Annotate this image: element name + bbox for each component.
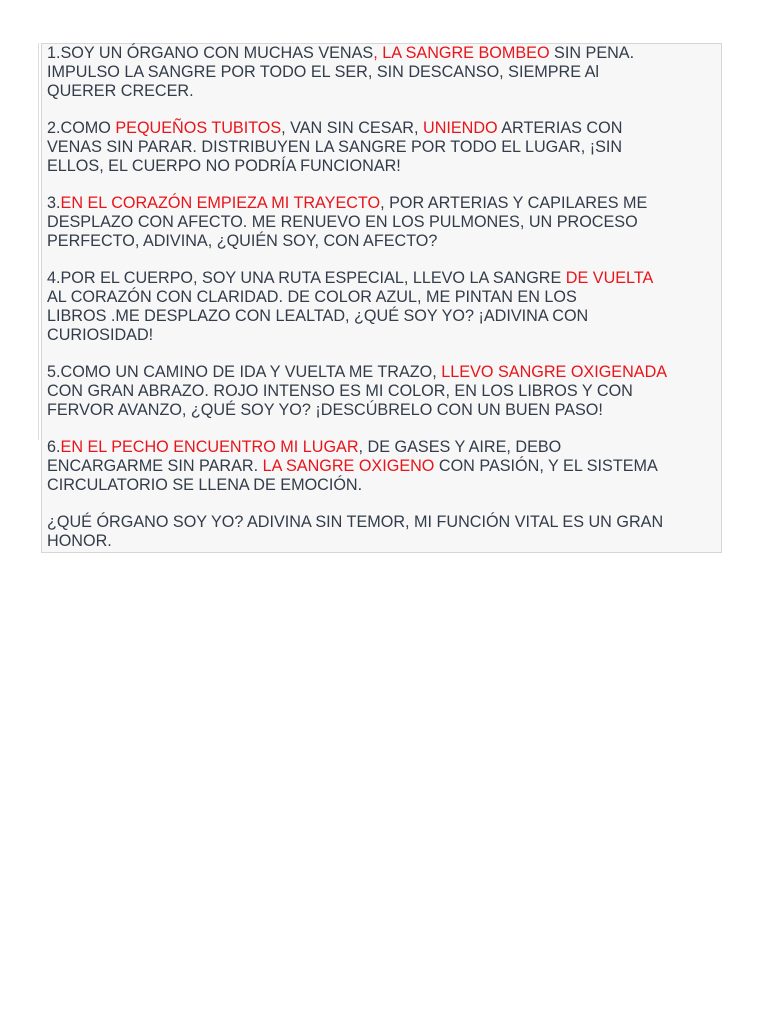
text-run: LIBROS .ME DESPLAZO CON LEALTAD, ¿QUÉ SOY YO? ¡ADIVINA CON bbox=[47, 307, 589, 325]
highlighted-text-run: PEQUEÑOS TUBITOS bbox=[115, 119, 282, 137]
text-run: , VAN SIN CESAR, bbox=[281, 119, 423, 137]
riddle-line bbox=[47, 401, 722, 420]
highlighted-text-run: LLEVO SANGRE OXIGENADA bbox=[441, 363, 668, 381]
riddle-paragraph-3 bbox=[47, 194, 722, 251]
riddle-closing-question bbox=[47, 513, 722, 551]
riddle-paragraph-1 bbox=[47, 44, 722, 101]
text-run: ¿QUÉ ÓRGANO SOY YO? ADIVINA SIN TEMOR, MI FUNCIÓN VITAL ES UN GRAN bbox=[47, 513, 664, 531]
text-run: AL CORAZÓN CON CLARIDAD. DE COLOR AZUL, ME PINTAN EN LOS bbox=[47, 288, 577, 306]
riddle-line bbox=[47, 476, 722, 495]
highlighted-text-run: EN EL CORAZÓN EMPIEZA MI TRAYECTO bbox=[60, 194, 381, 212]
riddle-line bbox=[47, 532, 722, 551]
riddle-line bbox=[47, 119, 722, 138]
riddle-line bbox=[47, 457, 722, 476]
highlighted-text-run: EN EL PECHO ENCUENTRO MI LUGAR bbox=[60, 438, 359, 456]
left-margin-rule bbox=[38, 43, 39, 440]
riddle-line bbox=[47, 194, 722, 213]
text-run: CIRCULATORIO SE LLENA DE EMOCIÓN. bbox=[47, 476, 363, 494]
text-run: 2.COMO bbox=[47, 119, 116, 137]
riddle-line bbox=[47, 269, 722, 288]
highlighted-text-run: , LA SANGRE BOMBEO bbox=[373, 44, 550, 62]
text-run: HONOR. bbox=[47, 532, 112, 550]
text-run: 5.COMO UN CAMINO DE IDA Y VUELTA ME TRAZO, bbox=[47, 363, 442, 381]
text-run: FERVOR AVANZO, ¿QUÉ SOY YO? ¡DESCÚBRELO CON UN BUEN PASO! bbox=[47, 401, 603, 419]
text-run: ELLOS, EL CUERPO NO PODRÍA FUNCIONAR! bbox=[47, 157, 401, 175]
riddle-line bbox=[47, 232, 722, 251]
riddle-line bbox=[47, 382, 722, 401]
riddle-paragraph-5 bbox=[47, 363, 722, 420]
riddle-line bbox=[47, 513, 722, 532]
riddle-paragraph-6 bbox=[47, 438, 722, 495]
riddle-line bbox=[47, 63, 722, 82]
riddle-line bbox=[47, 438, 722, 457]
text-run: CON PASIÓN, Y EL SISTEMA bbox=[434, 457, 658, 475]
riddle-line bbox=[47, 82, 722, 101]
text-run: 4.POR EL CUERPO, SOY UNA RUTA ESPECIAL, LLEVO LA SANGRE bbox=[47, 269, 566, 287]
highlighted-text-run: DE VUELTA bbox=[565, 269, 654, 287]
riddle-paragraph-4 bbox=[47, 269, 722, 345]
riddle-line bbox=[47, 326, 722, 345]
riddle-line bbox=[47, 307, 722, 326]
text-run: DESPLAZO CON AFECTO. ME RENUEVO EN LOS PULMONES, UN PROCESO bbox=[47, 213, 638, 231]
riddle-line bbox=[47, 288, 722, 307]
text-run: CURIOSIDAD! bbox=[47, 326, 154, 344]
riddle-text-area bbox=[47, 44, 722, 569]
text-run: CON GRAN ABRAZO. ROJO INTENSO ES MI COLOR, EN LOS LIBROS Y CON bbox=[47, 382, 633, 400]
text-run: , POR ARTERIAS Y CAPILARES ME bbox=[380, 194, 648, 212]
text-run: SIN PENA. bbox=[549, 44, 635, 62]
riddle-line bbox=[47, 138, 722, 157]
highlighted-text-run: LA SANGRE OXIGENO bbox=[262, 457, 435, 475]
riddle-line bbox=[47, 44, 722, 63]
text-run: 6. bbox=[47, 438, 61, 456]
text-run: ENCARGARME SIN PARAR. bbox=[47, 457, 263, 475]
text-run: 1.SOY UN ÓRGANO CON MUCHAS VENAS bbox=[47, 44, 374, 62]
text-run: VENAS SIN PARAR. DISTRIBUYEN LA SANGRE POR TODO EL LUGAR, ¡SIN bbox=[47, 138, 623, 156]
text-run: ARTERIAS CON bbox=[497, 119, 623, 137]
text-run: , DE GASES Y AIRE, DEBO bbox=[358, 438, 562, 456]
text-run: QUERER CRECER. bbox=[47, 82, 194, 100]
riddle-line bbox=[47, 363, 722, 382]
text-run: PERFECTO, ADIVINA, ¿QUIÉN SOY, CON AFECTO? bbox=[47, 232, 438, 250]
highlighted-text-run: UNIENDO bbox=[423, 119, 498, 137]
text-run: 3. bbox=[47, 194, 61, 212]
riddle-line bbox=[47, 157, 722, 176]
riddle-paragraph-2 bbox=[47, 119, 722, 176]
text-run: IMPULSO LA SANGRE POR TODO EL SER, SIN DESCANSO, SIEMPRE Al bbox=[47, 63, 600, 81]
riddle-line bbox=[47, 213, 722, 232]
